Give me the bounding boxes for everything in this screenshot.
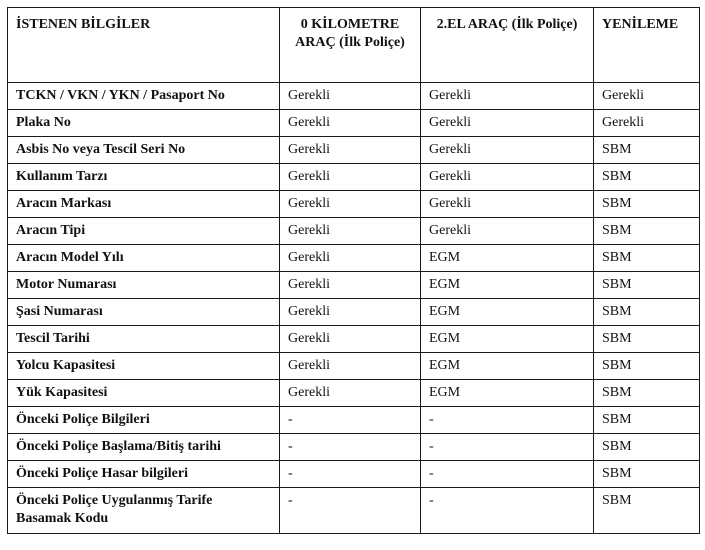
row-label: Asbis No veya Tescil Seri No: [8, 137, 280, 164]
table-row: [8, 380, 700, 407]
cell-zero-km: Gerekli: [280, 380, 421, 407]
cell-renewal: SBM: [594, 137, 700, 164]
header-required-info: İSTENEN BİLGİLER: [8, 8, 280, 83]
header-zero-km-vehicle: 0 KİLOMETRE ARAÇ (İlk Poliçe): [280, 8, 421, 83]
cell-renewal: Gerekli: [594, 110, 700, 137]
cell-second-hand: -: [421, 407, 594, 434]
table-row: [8, 218, 700, 245]
cell-renewal: SBM: [594, 299, 700, 326]
cell-second-hand: Gerekli: [421, 218, 594, 245]
cell-renewal: SBM: [594, 353, 700, 380]
cell-renewal: SBM: [594, 434, 700, 461]
cell-second-hand: EGM: [421, 353, 594, 380]
cell-renewal: SBM: [594, 488, 700, 534]
cell-second-hand: EGM: [421, 245, 594, 272]
cell-zero-km: Gerekli: [280, 191, 421, 218]
cell-zero-km: -: [280, 434, 421, 461]
cell-second-hand: -: [421, 488, 594, 534]
cell-renewal: SBM: [594, 326, 700, 353]
table-row: [8, 407, 700, 434]
cell-zero-km: -: [280, 407, 421, 434]
table-row: [8, 434, 700, 461]
cell-renewal: SBM: [594, 461, 700, 488]
table-header-row: [8, 8, 700, 83]
cell-zero-km: Gerekli: [280, 353, 421, 380]
row-label: Şasi Numarası: [8, 299, 280, 326]
cell-second-hand: EGM: [421, 272, 594, 299]
table-row: [8, 245, 700, 272]
row-label: Önceki Poliçe Uygulanmış Tarife Basamak Kodu: [8, 488, 280, 534]
row-label: Aracın Model Yılı: [8, 245, 280, 272]
cell-second-hand: -: [421, 461, 594, 488]
cell-renewal: SBM: [594, 164, 700, 191]
row-label: Önceki Poliçe Başlama/Bitiş tarihi: [8, 434, 280, 461]
table-row: [8, 488, 700, 534]
cell-second-hand: Gerekli: [421, 83, 594, 110]
table-row: [8, 461, 700, 488]
header-second-hand-vehicle: 2.EL ARAÇ (İlk Poliçe): [421, 8, 594, 83]
cell-zero-km: Gerekli: [280, 299, 421, 326]
cell-second-hand: Gerekli: [421, 191, 594, 218]
cell-zero-km: -: [280, 488, 421, 534]
row-label: Aracın Markası: [8, 191, 280, 218]
table-row: [8, 272, 700, 299]
cell-zero-km: Gerekli: [280, 218, 421, 245]
row-label: TCKN / VKN / YKN / Pasaport No: [8, 83, 280, 110]
cell-second-hand: Gerekli: [421, 110, 594, 137]
table-row: [8, 191, 700, 218]
cell-renewal: SBM: [594, 245, 700, 272]
row-label: Motor Numarası: [8, 272, 280, 299]
cell-zero-km: Gerekli: [280, 245, 421, 272]
row-label: Önceki Poliçe Bilgileri: [8, 407, 280, 434]
cell-renewal: Gerekli: [594, 83, 700, 110]
cell-zero-km: -: [280, 461, 421, 488]
cell-second-hand: EGM: [421, 299, 594, 326]
cell-zero-km: Gerekli: [280, 83, 421, 110]
cell-zero-km: Gerekli: [280, 164, 421, 191]
cell-renewal: SBM: [594, 380, 700, 407]
row-label: Yük Kapasitesi: [8, 380, 280, 407]
cell-second-hand: EGM: [421, 380, 594, 407]
row-label: Plaka No: [8, 110, 280, 137]
table-row: [8, 137, 700, 164]
cell-renewal: SBM: [594, 272, 700, 299]
cell-zero-km: Gerekli: [280, 110, 421, 137]
cell-zero-km: Gerekli: [280, 137, 421, 164]
table-row: [8, 299, 700, 326]
cell-second-hand: EGM: [421, 326, 594, 353]
table-row: [8, 164, 700, 191]
cell-renewal: SBM: [594, 218, 700, 245]
row-label: Tescil Tarihi: [8, 326, 280, 353]
cell-zero-km: Gerekli: [280, 272, 421, 299]
table-row: [8, 353, 700, 380]
row-label: Aracın Tipi: [8, 218, 280, 245]
cell-renewal: SBM: [594, 407, 700, 434]
row-label: Önceki Poliçe Hasar bilgileri: [8, 461, 280, 488]
cell-renewal: SBM: [594, 191, 700, 218]
cell-second-hand: Gerekli: [421, 164, 594, 191]
cell-zero-km: Gerekli: [280, 326, 421, 353]
table-row: [8, 83, 700, 110]
requirements-table: [7, 7, 700, 534]
table-row: [8, 326, 700, 353]
row-label: Kullanım Tarzı: [8, 164, 280, 191]
row-label: Yolcu Kapasitesi: [8, 353, 280, 380]
cell-second-hand: Gerekli: [421, 137, 594, 164]
table-row: [8, 110, 700, 137]
header-renewal: YENİLEME: [594, 8, 700, 83]
cell-second-hand: -: [421, 434, 594, 461]
